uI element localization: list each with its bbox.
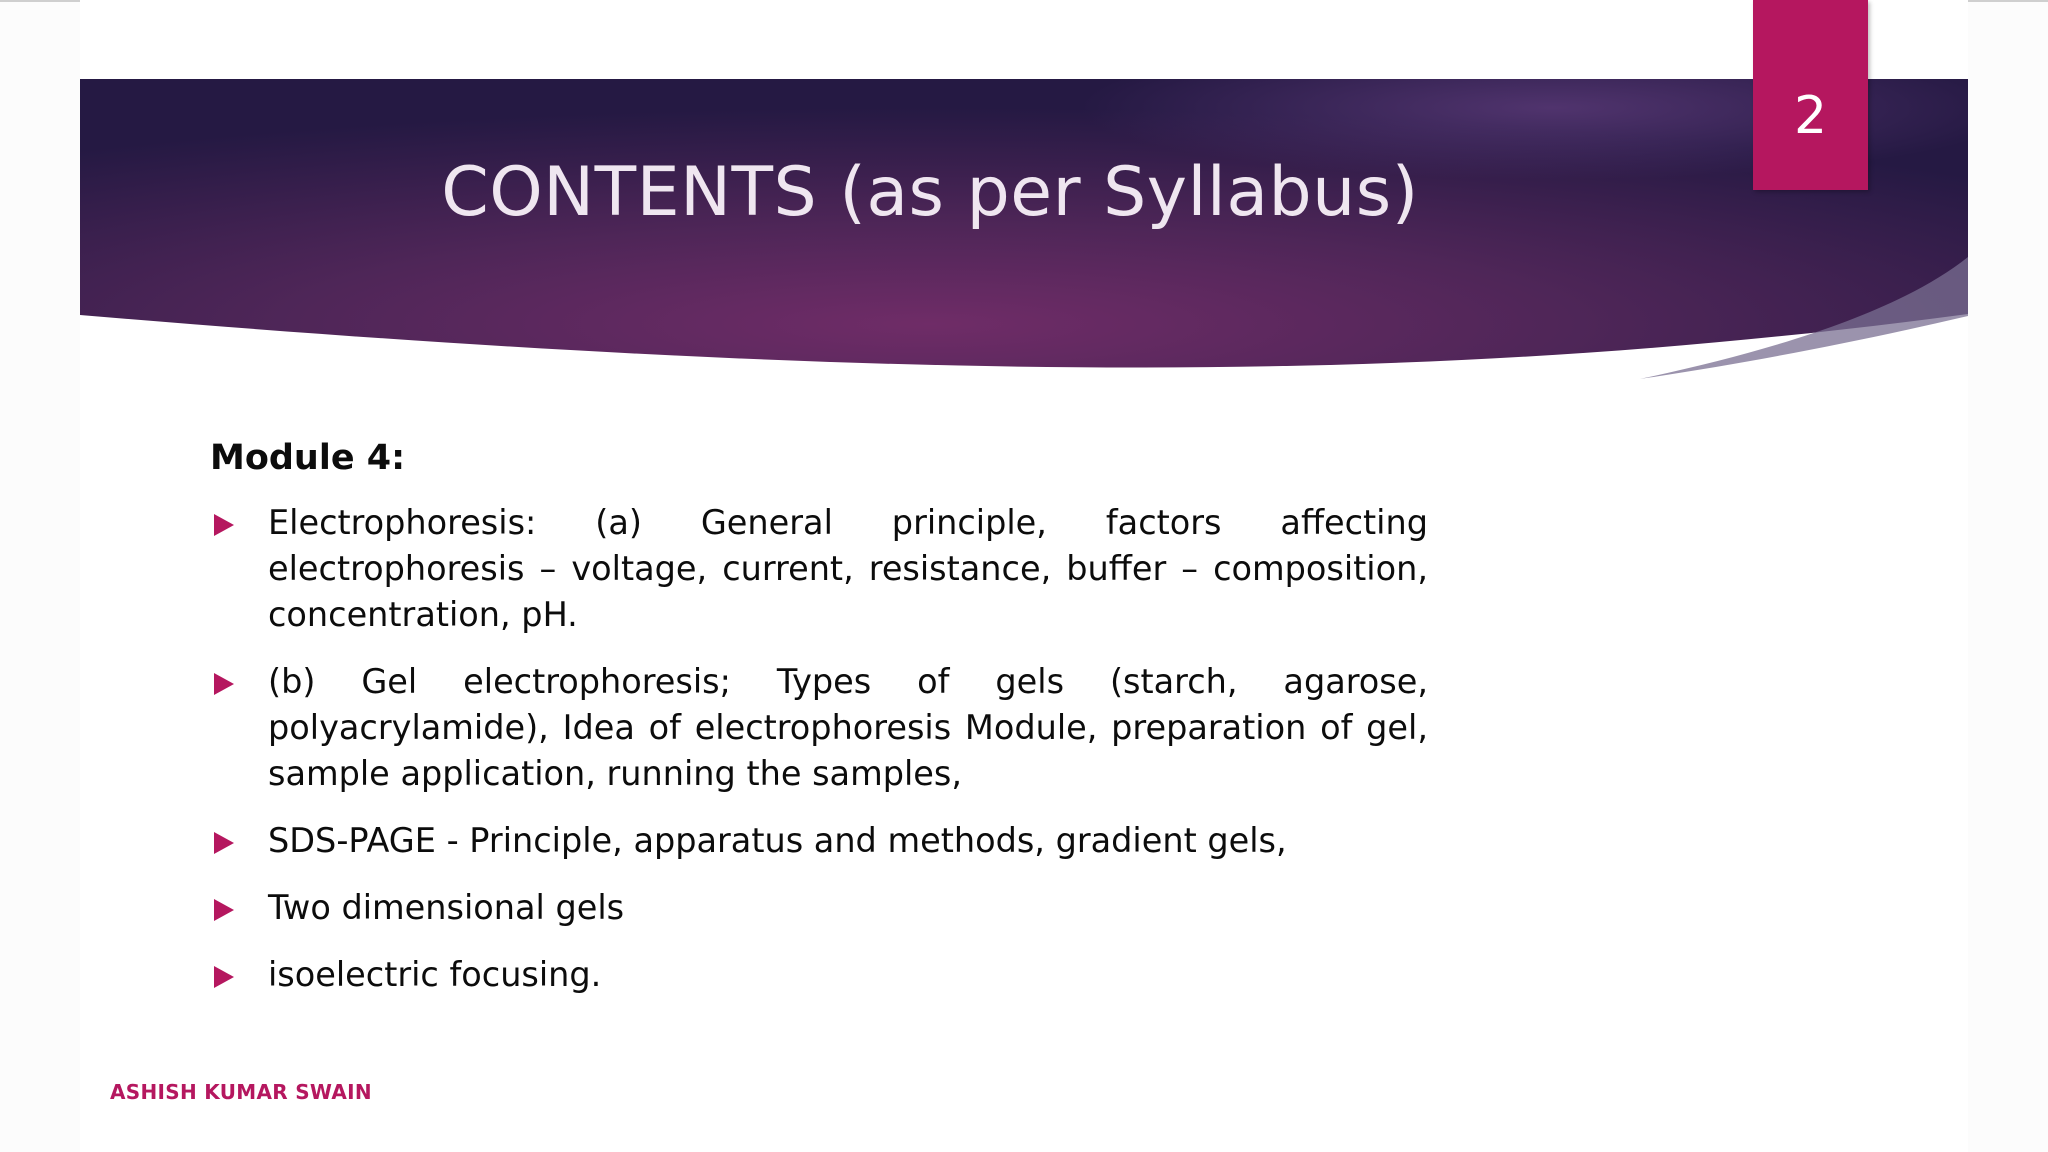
bullet-text: SDS-PAGE - Principle, apparatus and methods, gradient gels, bbox=[268, 821, 1287, 860]
bullet-text: (b) Gel electrophoresis; Types of gels (starch, agarose, polyacrylamide), Idea of electrophoresis Module, preparation of gel, sample application, running the samples, bbox=[268, 662, 1428, 793]
list-item bbox=[210, 952, 1660, 998]
list-item bbox=[210, 659, 1660, 797]
page-number: 2 bbox=[1793, 86, 1828, 146]
footer-author: ASHISH KUMAR SWAIN bbox=[110, 1080, 372, 1104]
triangle-right-icon bbox=[214, 966, 234, 988]
triangle-right-icon bbox=[214, 514, 234, 536]
triangle-right-icon bbox=[214, 899, 234, 921]
triangle-right-icon bbox=[214, 673, 234, 695]
bullet-text: Two dimensional gels bbox=[268, 888, 625, 927]
bullet-text: Electrophoresis: (a) General principle, factors affecting electrophoresis – voltage, current, resistance, buffer – composition, concentration, pH. bbox=[268, 503, 1428, 634]
list-item bbox=[210, 885, 1660, 931]
slide-content bbox=[210, 434, 1660, 1019]
module-heading: Module 4: bbox=[210, 438, 406, 478]
triangle-right-icon bbox=[214, 832, 234, 854]
list-item bbox=[210, 500, 1660, 638]
bullet-list bbox=[210, 500, 1660, 998]
page-number-badge bbox=[1753, 0, 1868, 190]
bullet-text: isoelectric focusing. bbox=[268, 955, 602, 994]
list-item bbox=[210, 818, 1660, 864]
slide-title: CONTENTS (as per Syllabus) bbox=[441, 153, 1419, 232]
